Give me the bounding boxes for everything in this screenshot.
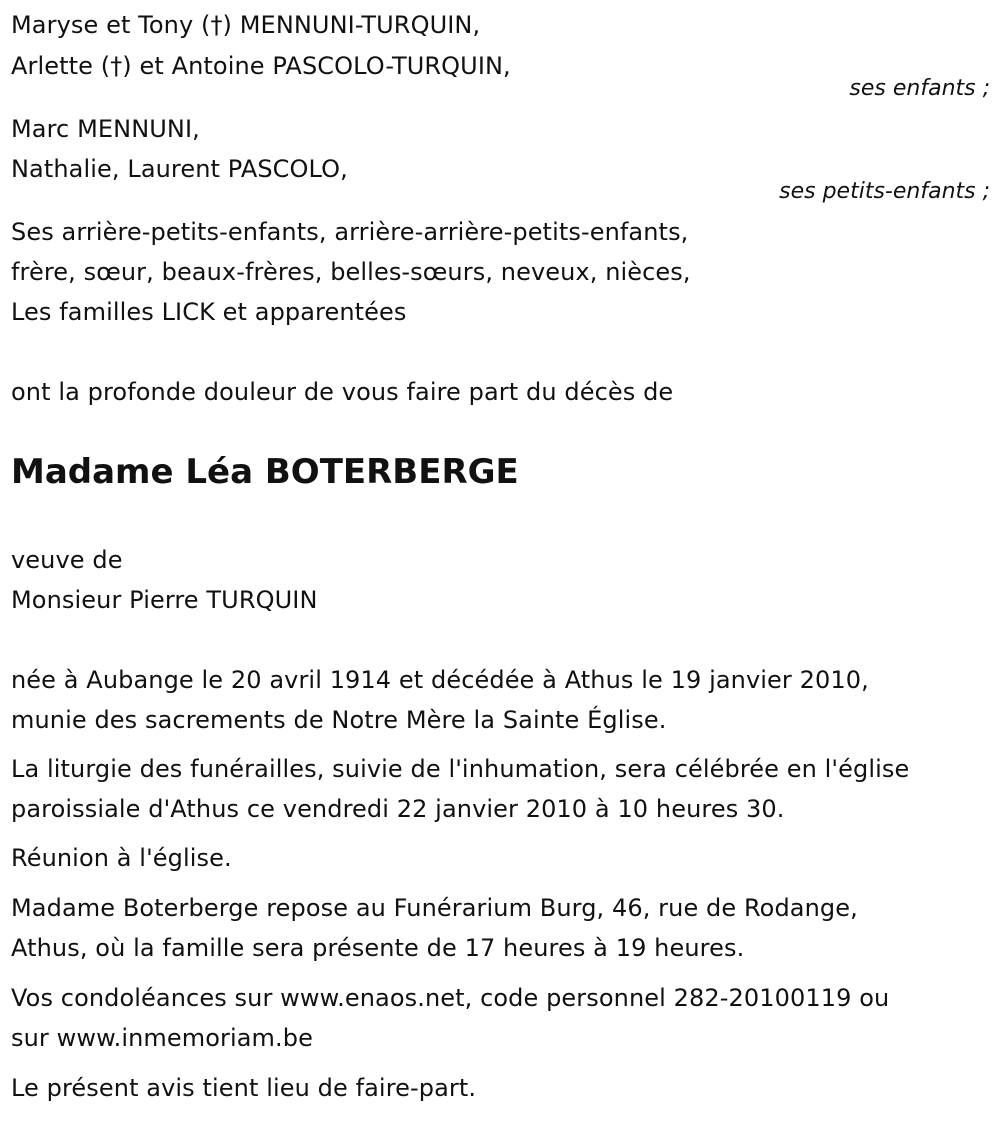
birth-death-line-2: munie des sacrements de Notre Mère la Sainte Église. [11,706,667,734]
widow-line-2: Monsieur Pierre TURQUIN [11,586,318,614]
funerarium-line-2: Athus, où la famille sera présente de 17 heures à 19 heures. [11,934,745,962]
children-line-1: Maryse et Tony (†) MENNUNI-TURQUIN, [11,11,481,39]
birth-death-line-1: née à Aubange le 20 avril 1914 et décédée à Athus le 19 janvier 2010, [11,666,869,694]
family-line-3: Les familles LICK et apparentées [11,298,407,326]
condolences-line-2: sur www.inmemoriam.be [11,1024,313,1052]
children-line-2: Arlette (†) et Antoine PASCOLO-TURQUIN, [11,52,511,80]
liturgy-line-1: La liturgie des funérailles, suivie de l'inhumation, sera célébrée en l'église [11,755,910,783]
closing-text: Le présent avis tient lieu de faire-part. [11,1074,477,1102]
children-label: ses enfants ; [849,76,990,101]
widow-line-1: veuve de [11,546,123,574]
grandchildren-line-2: Nathalie, Laurent PASCOLO, [11,155,348,183]
condolences-line-1: Vos condoléances sur www.enaos.net, code personnel 282-20100119 ou [11,984,890,1012]
grandchildren-line-1: Marc MENNUNI, [11,115,200,143]
liturgy-line-2: paroissiale d'Athus ce vendredi 22 janvier 2010 à 10 heures 30. [11,795,785,823]
family-line-2: frère, sœur, beaux-frères, belles-sœurs, neveux, nièces, [11,258,691,286]
announcement-text: ont la profonde douleur de vous faire part du décès de [11,378,674,406]
funerarium-line-1: Madame Boterberge repose au Funérarium Burg, 46, rue de Rodange, [11,894,858,922]
meeting-text: Réunion à l'église. [11,844,232,872]
deceased-name: Madame Léa BOTERBERGE [11,452,519,492]
grandchildren-label: ses petits-enfants ; [779,179,990,204]
family-line-1: Ses arrière-petits-enfants, arrière-arrière-petits-enfants, [11,218,689,246]
